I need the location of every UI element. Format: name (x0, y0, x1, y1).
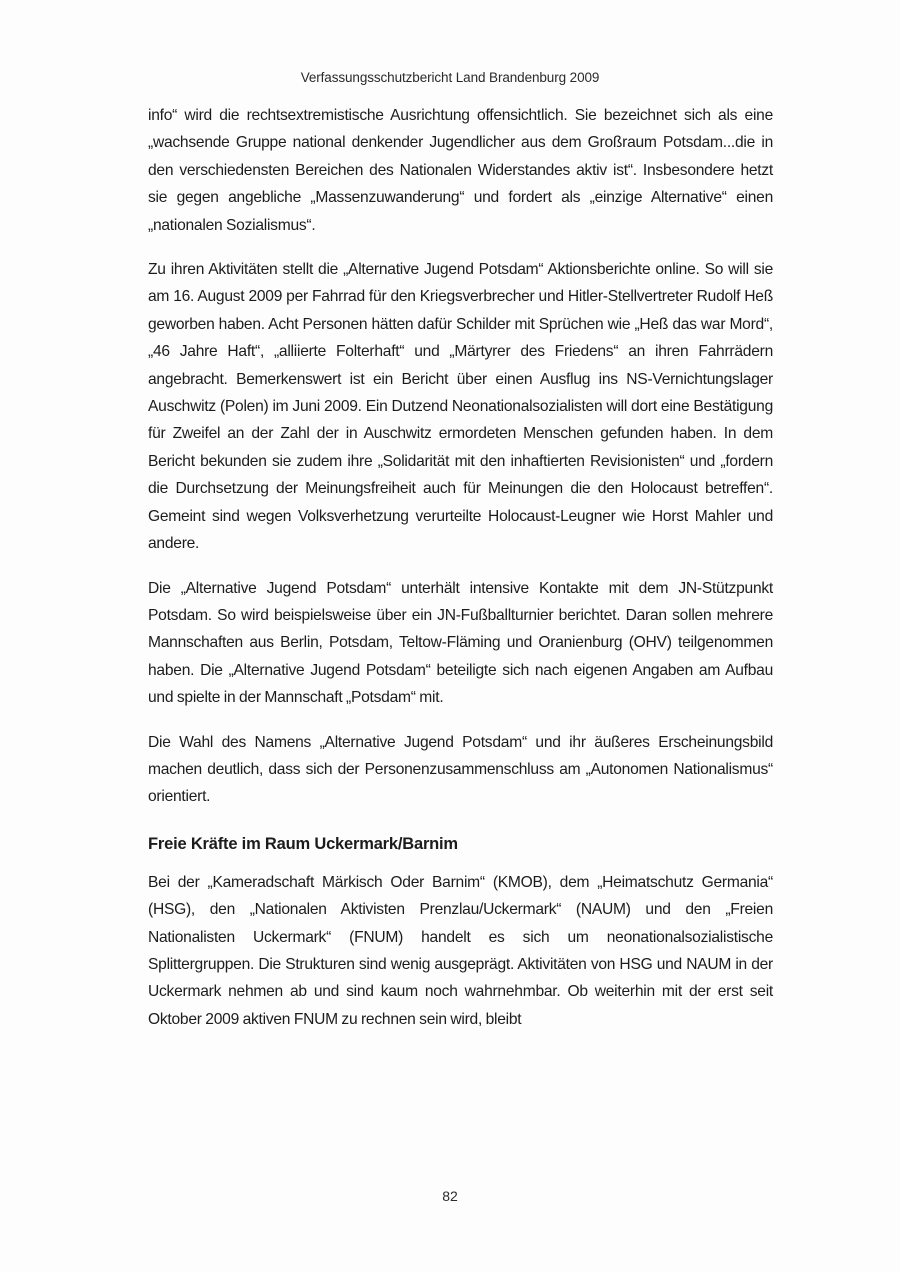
section-heading: Freie Kräfte im Raum Uckermark/Barnim (148, 834, 458, 853)
paragraph: info“ wird die rechtsextremistische Ausrichtung offensichtlich. Sie bezeichnet sich als eine „wachsende Gruppe national denkender Jugendlicher aus dem Großraum Potsdam...die in den verschiedensten Bereichen des Nationalen Widerstandes aktiv ist“. Insbesondere hetzt sie gegen angebliche „Massenzuwanderung“ und fordert als „einzige Alternative“ einen „nationalen Sozialismus“. (148, 107, 773, 234)
paragraph: Die Wahl des Namens „Alternative Jugend Potsdam“ und ihr äußeres Erscheinungsbild machen deutlich, dass sich der Personenzusammenschluss am „Autonomen Nationalismus“ orientiert. (148, 733, 773, 806)
page-number: 82 (442, 1188, 458, 1204)
page-content (148, 102, 773, 1050)
paragraph: Bei der „Kameradschaft Märkisch Oder Barnim“ (KMOB), dem „Heimatschutz Germania“ (HSG), den „Nationalen Aktivisten Prenzlau/Uckermark“ (NAUM) und den „Freien Nationalisten Uckermark“ (FNUM) handelt es sich um neonationalsozialistische Splittergruppen. Die Strukturen sind wenig ausgeprägt. Aktivitäten von HSG und NAUM in der Uckermark nehmen ab und sind kaum noch wahrnehmbar. Ob weiterhin mit der erst seit Oktober 2009 aktiven FNUM zu rechnen sein wird, bleibt (148, 873, 773, 1028)
paragraph: Zu ihren Aktivitäten stellt die „Alternative Jugend Potsdam“ Aktionsberichte online. So will sie am 16. August 2009 per Fahrrad für den Kriegsverbrecher und Hitler-Stellvertreter Rudolf Heß geworben haben. Acht Personen hätten dafür Schilder mit Sprüchen wie „Heß das war Mord“, „46 Jahre Haft“, „alliierte Folterhaft“ und „Märtyrer des Friedens“ an ihren Fahrrädern angebracht. Bemerkenswert ist ein Bericht über einen Ausflug ins NS-Vernichtungslager Auschwitz (Polen) im Juni 2009. Ein Dutzend Neonationalsozialisten will dort eine Bestätigung für Zweifel an der Zahl der in Auschwitz ermordeten Menschen gefunden haben. In dem Bericht bekunden sie zudem ihre „Solidarität mit den inhaftierten Revisionisten“ und „fordern die Durchsetzung der Meinungsfreiheit auch für Meinungen die den Holocaust betreffen“. Gemeint sind wegen Volksverhetzung verurteilte Holocaust-Leugner wie Horst Mahler und andere. (148, 261, 773, 553)
running-header: Verfassungsschutzbericht Land Brandenburg 2009 (300, 70, 600, 85)
paragraph: Die „Alternative Jugend Potsdam“ unterhält intensive Kontakte mit dem JN-Stützpunkt Potsdam. So wird beispielsweise über ein JN-Fußballturnier berichtet. Daran sollen mehrere Mannschaften aus Berlin, Potsdam, Teltow-Fläming und Oranienburg (OHV) teilgenommen haben. Die „Alternative Jugend Potsdam“ beteiligte sich nach eigenen Angaben am Aufbau und spielte in der Mannschaft „Potsdam“ mit. (148, 579, 773, 707)
